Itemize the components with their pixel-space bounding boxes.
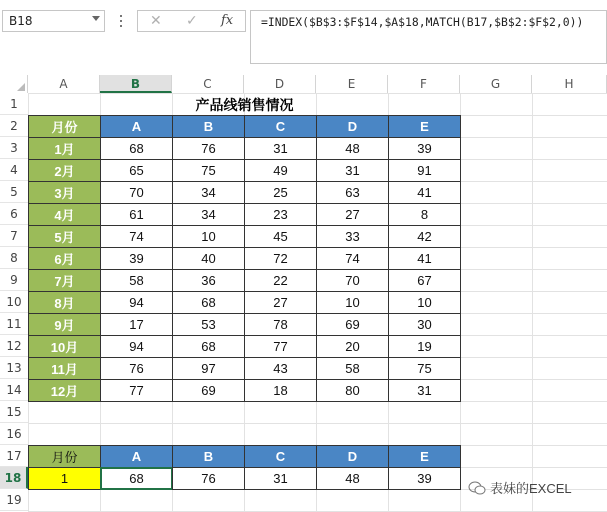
table-cell[interactable]: 75 (172, 159, 245, 182)
row-header-13[interactable]: 13 (0, 357, 28, 379)
table-cell[interactable]: 19 (388, 335, 461, 358)
table-cell[interactable]: 20 (316, 335, 389, 358)
table-cell[interactable]: 25 (244, 181, 317, 204)
table-cell[interactable]: 31 (388, 379, 461, 402)
row-header-18[interactable]: 18 (0, 467, 28, 489)
row-header-10[interactable]: 10 (0, 291, 28, 313)
column-header-d[interactable]: D (244, 75, 316, 93)
table-cell[interactable]: 97 (172, 357, 245, 380)
month-cell[interactable]: 11月 (28, 357, 101, 380)
column-header-h[interactable]: H (532, 75, 607, 93)
selected-cell-b18[interactable]: 68 (100, 467, 173, 490)
table-cell[interactable]: 22 (244, 269, 317, 292)
check-icon[interactable]: ✓ (186, 13, 198, 29)
table-cell[interactable]: 94 (100, 335, 173, 358)
table-cell[interactable]: 40 (172, 247, 245, 270)
table-cell[interactable]: 58 (316, 357, 389, 380)
row-header-17[interactable]: 17 (0, 445, 28, 467)
month-cell[interactable]: 4月 (28, 203, 101, 226)
lookup-header-cell[interactable]: D (316, 445, 389, 468)
insert-function-icon[interactable]: fx (221, 13, 234, 28)
month-cell[interactable]: 8月 (28, 291, 101, 314)
row-header-9[interactable]: 9 (0, 269, 28, 291)
row-headers (0, 93, 28, 511)
table-cell[interactable]: 41 (388, 247, 461, 270)
table-cell[interactable]: 31 (316, 159, 389, 182)
table-cell[interactable]: 61 (100, 203, 173, 226)
month-cell[interactable]: 9月 (28, 313, 101, 336)
row-header-1[interactable]: 1 (0, 93, 28, 115)
watermark (468, 478, 572, 497)
table-header-cell[interactable]: 月份 (28, 115, 101, 138)
row-header-8[interactable]: 8 (0, 247, 28, 269)
row-header-14[interactable]: 14 (0, 379, 28, 401)
cell-grid (28, 93, 607, 511)
table-cell[interactable]: 76 (100, 357, 173, 380)
column-header-b[interactable]: B (100, 75, 172, 93)
table-cell[interactable]: 39 (388, 137, 461, 160)
row-header-3[interactable]: 3 (0, 137, 28, 159)
lookup-result-cell[interactable]: 76 (172, 467, 245, 490)
table-cell[interactable]: 17 (100, 313, 173, 336)
table-cell[interactable]: 31 (244, 137, 317, 160)
lookup-month-input[interactable]: 1 (28, 467, 101, 490)
lookup-header-cell[interactable]: 月份 (28, 445, 101, 468)
spreadsheet-grid (0, 72, 607, 511)
page-title[interactable]: 产品线销售情况 (195, 96, 294, 113)
month-cell[interactable]: 5月 (28, 225, 101, 248)
table-cell[interactable]: 10 (172, 225, 245, 248)
formula-text: =INDEX($B$3:$F$14,$A$18,MATCH(B17,$B$2:$F$2,0)) (261, 15, 584, 29)
gridline (28, 423, 607, 424)
lookup-header-cell[interactable]: E (388, 445, 461, 468)
table-cell[interactable]: 33 (316, 225, 389, 248)
table-cell[interactable]: 75 (388, 357, 461, 380)
table-header-cell[interactable]: E (388, 115, 461, 138)
table-cell[interactable]: 39 (100, 247, 173, 270)
lookup-header-cell[interactable]: B (172, 445, 245, 468)
table-cell[interactable]: 23 (244, 203, 317, 226)
table-cell[interactable]: 76 (172, 137, 245, 160)
table-cell[interactable]: 10 (388, 291, 461, 314)
column-header-c[interactable]: C (172, 75, 244, 93)
month-cell[interactable]: 10月 (28, 335, 101, 358)
table-cell[interactable]: 63 (316, 181, 389, 204)
table-cell[interactable]: 34 (172, 203, 245, 226)
table-cell[interactable]: 48 (316, 137, 389, 160)
chevron-down-icon[interactable] (92, 16, 100, 21)
table-cell[interactable]: 68 (172, 291, 245, 314)
table-cell[interactable]: 58 (100, 269, 173, 292)
table-cell[interactable]: 70 (316, 269, 389, 292)
table-cell[interactable]: 69 (316, 313, 389, 336)
table-cell[interactable]: 8 (388, 203, 461, 226)
table-cell[interactable]: 67 (388, 269, 461, 292)
name-box-value: B18 (9, 14, 33, 28)
table-header-cell[interactable]: C (244, 115, 317, 138)
table-cell[interactable]: 70 (100, 181, 173, 204)
row-header-2[interactable]: 2 (0, 115, 28, 137)
month-cell[interactable]: 3月 (28, 181, 101, 204)
select-all-corner[interactable] (0, 75, 28, 93)
table-cell[interactable]: 53 (172, 313, 245, 336)
table-cell[interactable]: 77 (244, 335, 317, 358)
table-cell[interactable]: 18 (244, 379, 317, 402)
formula-input[interactable] (250, 10, 607, 64)
table-cell[interactable]: 65 (100, 159, 173, 182)
formula-buttons (137, 10, 246, 32)
gridline (532, 93, 533, 511)
row-header-11[interactable]: 11 (0, 313, 28, 335)
month-cell[interactable]: 6月 (28, 247, 101, 270)
table-cell[interactable]: 94 (100, 291, 173, 314)
table-cell[interactable]: 45 (244, 225, 317, 248)
column-header-e[interactable]: E (316, 75, 388, 93)
name-box[interactable] (2, 10, 105, 32)
table-cell[interactable]: 41 (388, 181, 461, 204)
lookup-header-cell[interactable]: A (100, 445, 173, 468)
row-header-16[interactable]: 16 (0, 423, 28, 445)
table-cell[interactable]: 69 (172, 379, 245, 402)
row-header-6[interactable]: 6 (0, 203, 28, 225)
table-cell[interactable]: 36 (172, 269, 245, 292)
lookup-header-cell[interactable]: C (244, 445, 317, 468)
table-cell[interactable]: 42 (388, 225, 461, 248)
table-cell[interactable]: 68 (100, 137, 173, 160)
cancel-icon[interactable]: ✕ (150, 13, 162, 29)
row-header-15[interactable]: 15 (0, 401, 28, 423)
row-header-5[interactable]: 5 (0, 181, 28, 203)
table-cell[interactable]: 72 (244, 247, 317, 270)
table-cell[interactable]: 74 (100, 225, 173, 248)
table-cell[interactable]: 49 (244, 159, 317, 182)
table-cell[interactable]: 10 (316, 291, 389, 314)
more-options-icon[interactable] (116, 12, 126, 30)
table-cell[interactable]: 34 (172, 181, 245, 204)
column-header-f[interactable]: F (388, 75, 460, 93)
month-cell[interactable]: 12月 (28, 379, 101, 402)
table-cell[interactable]: 43 (244, 357, 317, 380)
table-cell[interactable]: 68 (172, 335, 245, 358)
table-header-cell[interactable]: A (100, 115, 173, 138)
table-cell[interactable]: 30 (388, 313, 461, 336)
wechat-icon (468, 481, 486, 495)
formula-bar-area (0, 0, 607, 72)
column-headers (28, 75, 607, 93)
table-cell[interactable]: 77 (100, 379, 173, 402)
lookup-result-cell[interactable]: 31 (244, 467, 317, 490)
watermark-text: 表妹的EXCEL (490, 481, 572, 496)
row-header-4[interactable]: 4 (0, 159, 28, 181)
month-cell[interactable]: 2月 (28, 159, 101, 182)
column-header-a[interactable]: A (28, 75, 100, 93)
table-header-cell[interactable]: B (172, 115, 245, 138)
month-cell[interactable]: 7月 (28, 269, 101, 292)
column-header-g[interactable]: G (460, 75, 532, 93)
table-cell[interactable]: 27 (244, 291, 317, 314)
row-header-7[interactable]: 7 (0, 225, 28, 247)
table-header-cell[interactable]: D (316, 115, 389, 138)
row-header-19[interactable]: 19 (0, 489, 28, 511)
month-cell[interactable]: 1月 (28, 137, 101, 160)
lookup-result-cell[interactable]: 39 (388, 467, 461, 490)
table-cell[interactable]: 80 (316, 379, 389, 402)
table-cell[interactable]: 74 (316, 247, 389, 270)
table-cell[interactable]: 91 (388, 159, 461, 182)
lookup-result-cell[interactable]: 48 (316, 467, 389, 490)
table-cell[interactable]: 27 (316, 203, 389, 226)
row-header-12[interactable]: 12 (0, 335, 28, 357)
table-cell[interactable]: 78 (244, 313, 317, 336)
